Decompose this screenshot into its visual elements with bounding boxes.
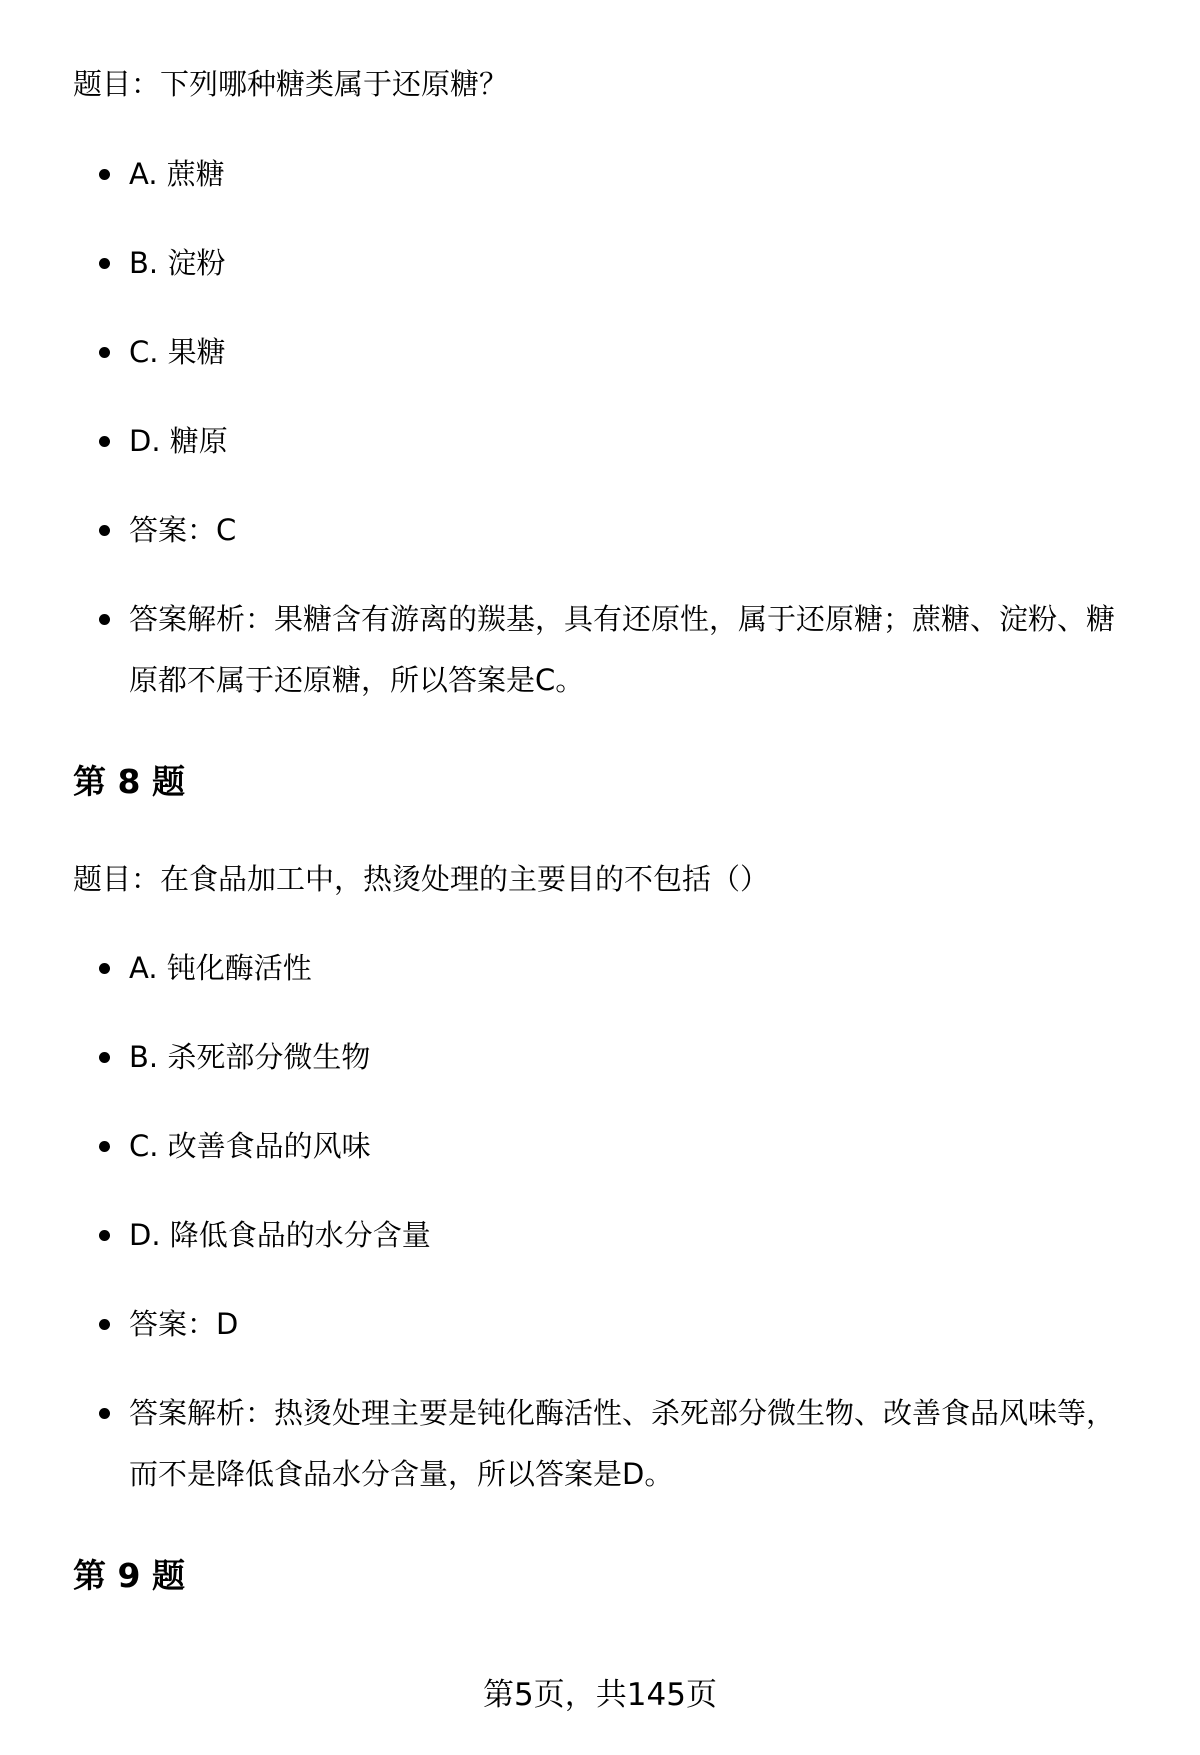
q8-option-b: B. 杀死部分微生物 [73, 1027, 1148, 1088]
q7-option-c: C. 果糖 [73, 322, 1148, 383]
question-7-stem: 题目：下列哪种糖类属于还原糖？ [73, 67, 509, 101]
q7-option-d: D. 糖原 [73, 411, 1148, 472]
q8-option-a: A. 钝化酶活性 [73, 938, 1148, 999]
q7-answer: 答案：C [73, 500, 1148, 561]
question-9-heading: 第 9 题 [73, 1556, 185, 1595]
question-8-options [73, 938, 1148, 1505]
question-8-stem: 题目：在食品加工中，热烫处理的主要目的不包括（） [73, 862, 770, 896]
q7-option-a: A. 蔗糖 [73, 144, 1148, 205]
page-footer: 第5页，共145页 [483, 1677, 717, 1713]
question-8-heading: 第 8 题 [73, 762, 185, 801]
q7-option-b: B. 淀粉 [73, 233, 1148, 294]
question-7-options [73, 144, 1148, 711]
q8-analysis: 答案解析：热烫处理主要是钝化酶活性、杀死部分微生物、改善食品风味等，而不是降低食品水分含量，所以答案是D。 [73, 1383, 1129, 1505]
q7-analysis: 答案解析：果糖含有游离的羰基，具有还原性，属于还原糖；蔗糖、淀粉、糖原都不属于还原糖，所以答案是C。 [73, 589, 1129, 711]
q8-answer: 答案：D [73, 1294, 1148, 1355]
q8-option-c: C. 改善食品的风味 [73, 1116, 1148, 1177]
q8-option-d: D. 降低食品的水分含量 [73, 1205, 1148, 1266]
